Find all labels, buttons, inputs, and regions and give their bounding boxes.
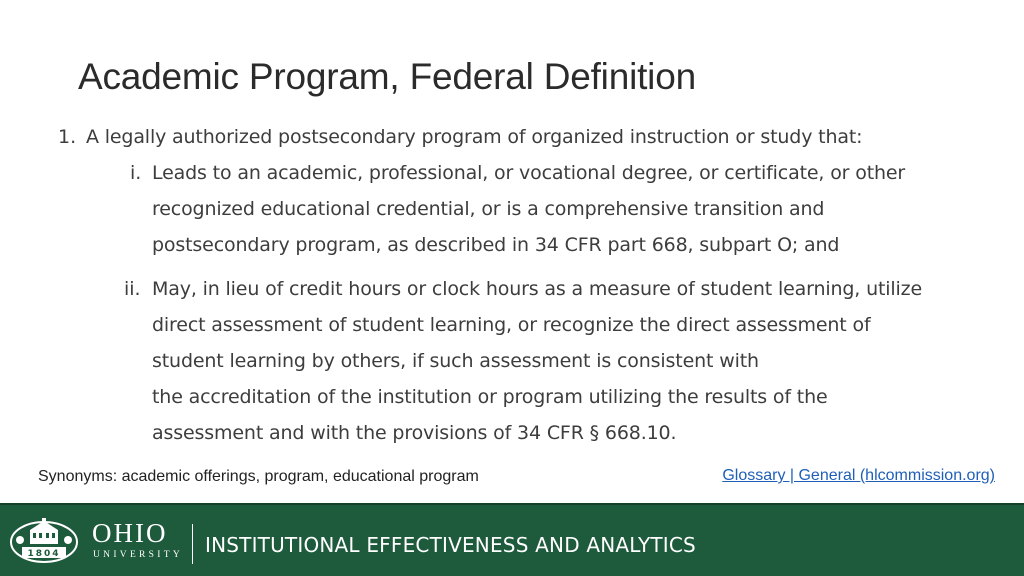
department-name: INSTITUTIONAL EFFECTIVENESS AND ANALYTICS bbox=[205, 533, 696, 557]
footer-top-rule bbox=[0, 503, 1024, 505]
glossary-link[interactable]: Glossary | General (hlcommission.org) bbox=[722, 467, 995, 484]
university-wordmark: UNIVERSITY bbox=[93, 550, 183, 560]
sub-item-i-marker: i. bbox=[130, 162, 142, 184]
sub-item-i-line: postsecondary program, as described in 34 CFR part 668, subpart O; and bbox=[152, 234, 840, 256]
sub-item-ii-marker: ii. bbox=[124, 278, 141, 300]
seal-year: 1804 bbox=[27, 549, 61, 559]
sub-item-ii-line: the accreditation of the institution or program utilizing the results of the bbox=[152, 386, 828, 408]
sub-item-ii-line: direct assessment of student learning, or recognize the direct assessment of bbox=[152, 314, 871, 336]
sub-item-i-line: recognized educational credential, or is a comprehensive transition and bbox=[152, 198, 825, 220]
sub-item-ii-line: May, in lieu of credit hours or clock hours as a measure of student learning, utilize bbox=[152, 278, 923, 300]
sub-item-i-line: Leads to an academic, professional, or vocational degree, or certificate, or other bbox=[152, 162, 906, 184]
sub-item-ii-line: student learning by others, if such assessment is consistent with bbox=[152, 350, 759, 372]
university-seal-icon bbox=[8, 516, 80, 564]
slide-title: Academic Program, Federal Definition bbox=[78, 56, 696, 97]
footer-divider bbox=[192, 524, 193, 564]
item-1-marker: 1. bbox=[58, 126, 77, 148]
sub-item-ii-line: assessment and with the provisions of 34 CFR § 668.10. bbox=[152, 422, 677, 444]
synonyms-text: Synonyms: academic offerings, program, educational program bbox=[38, 468, 479, 485]
ohio-wordmark: OHIO bbox=[92, 518, 168, 548]
item-1-text: A legally authorized postsecondary program of organized instruction or study that: bbox=[86, 126, 863, 148]
